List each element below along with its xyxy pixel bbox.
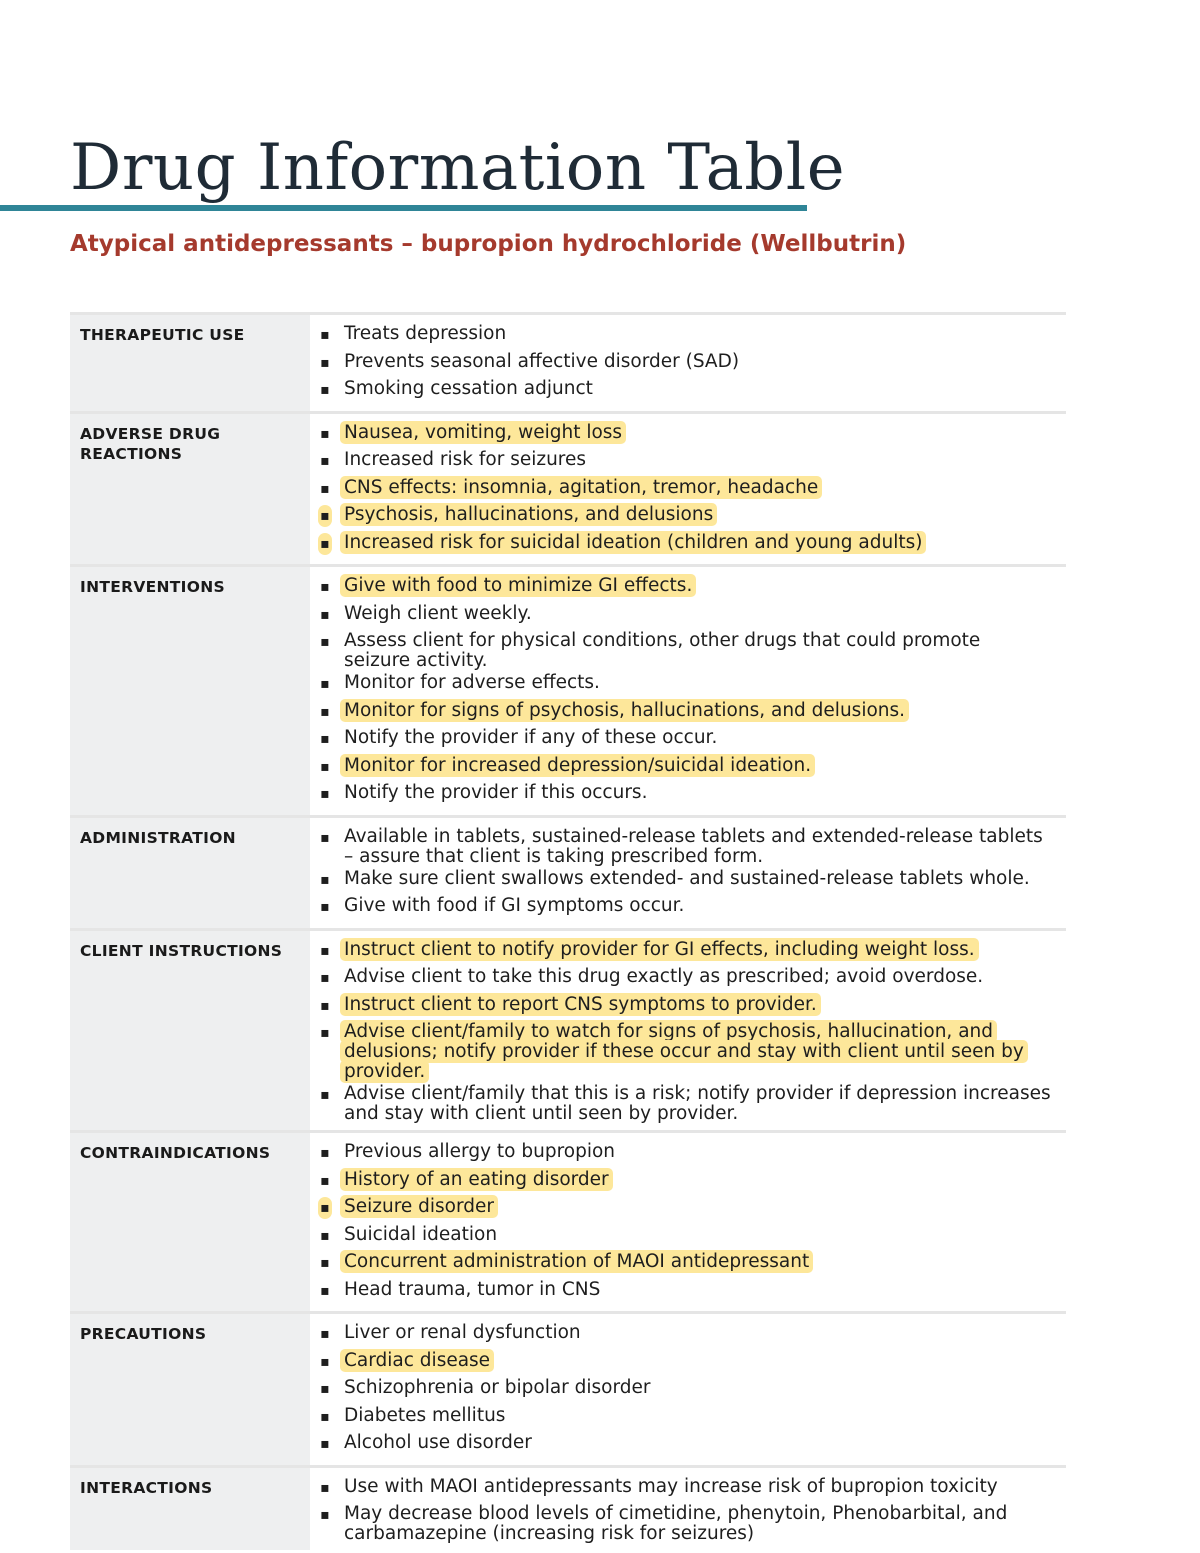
bullet-icon: ▪: [320, 899, 330, 915]
bullet-list: [310, 574, 1066, 809]
list-item: [310, 699, 1066, 727]
list-item: [310, 781, 1066, 809]
bullet-icon: ▪: [320, 1326, 330, 1342]
table-row: [70, 312, 1066, 411]
list-item-text: Instruct client to report CNS symptoms to provider.: [340, 993, 821, 1016]
list-item-text: Monitor for signs of psychosis, hallucinations, and delusions.: [340, 699, 909, 722]
list-item: [310, 1278, 1066, 1306]
list-item-text: Cardiac disease: [340, 1349, 494, 1372]
section-content: [310, 1133, 1066, 1311]
bullet-icon: ▪: [320, 1436, 330, 1452]
section-content: [310, 1468, 1066, 1551]
bullet-icon: ▪: [320, 579, 330, 595]
list-item: [310, 1140, 1066, 1168]
bullet-list: [310, 825, 1066, 922]
list-item-text: Increased risk for suicidal ideation (children and young adults): [340, 531, 926, 554]
bullet-list: [310, 421, 1066, 559]
bullet-list: [310, 938, 1066, 1125]
bullet-icon: ▪: [320, 382, 330, 398]
table-row: [70, 411, 1066, 565]
list-item-text: Prevents seasonal affective disorder (SAD): [344, 350, 740, 372]
list-item: [310, 1349, 1066, 1377]
bullet-icon: ▪: [320, 1381, 330, 1397]
list-item-text: Assess client for physical conditions, other drugs that could promote seizure activity.: [344, 630, 981, 671]
list-item-text: Diabetes mellitus: [344, 1404, 506, 1426]
section-content: [310, 315, 1066, 411]
list-item: [310, 1168, 1066, 1196]
bullet-list: [310, 1321, 1066, 1459]
list-item: [310, 867, 1066, 895]
list-item-text: Smoking cessation adjunct: [344, 378, 593, 399]
bullet-icon: ▪: [320, 786, 330, 802]
section-content: [310, 818, 1066, 928]
list-item-text: Liver or renal dysfunction: [344, 1322, 581, 1343]
list-item-text: Increased risk for seizures: [344, 449, 587, 470]
bullet-icon: ▪: [320, 703, 330, 720]
list-item-text: Head trauma, tumor in CNS: [344, 1278, 601, 1300]
bullet-icon: ▪: [320, 871, 330, 888]
table-row: [70, 564, 1066, 815]
section-label: CLIENT INSTRUCTIONS: [70, 931, 310, 1131]
list-item-text: Instruct client to notify provider for GI effects, including weight loss.: [340, 938, 979, 961]
list-item-text: Treats depression: [344, 323, 507, 344]
list-item-text: Available in tablets, sustained-release tablets and extended-release tablets – assure that client is taking prescribed form.: [344, 825, 1043, 867]
bullet-icon: ▪: [318, 533, 332, 555]
table-row: [70, 1311, 1066, 1465]
bullet-list: [310, 1140, 1066, 1305]
list-item: [310, 825, 1066, 867]
section-content: [310, 931, 1066, 1131]
list-item: [310, 1475, 1066, 1503]
list-item-text: Previous allergy to bupropion: [344, 1141, 616, 1162]
bullet-icon: ▪: [320, 1087, 330, 1103]
bullet-icon: ▪: [320, 634, 330, 650]
list-item-text: Concurrent administration of MAOI antidepressant: [340, 1250, 813, 1273]
section-content: [310, 1314, 1066, 1465]
list-item: [310, 602, 1066, 630]
table-row: [70, 1130, 1066, 1311]
bullet-icon: ▪: [320, 1025, 330, 1041]
bullet-icon: ▪: [320, 480, 330, 497]
list-item-text: History of an eating disorder: [340, 1168, 613, 1191]
list-item-text: Use with MAOI antidepressants may increase risk of bupropion toxicity: [344, 1475, 998, 1497]
section-content: [310, 567, 1066, 815]
list-item: [310, 1404, 1066, 1432]
bullet-icon: ▪: [320, 1227, 330, 1244]
bullet-icon: ▪: [320, 1172, 330, 1189]
list-item: [310, 726, 1066, 754]
list-item: [310, 377, 1066, 405]
section-label: ADMINISTRATION: [70, 818, 310, 928]
bullet-icon: ▪: [320, 1353, 330, 1370]
list-item: [310, 1082, 1066, 1124]
list-item-text: Suicidal ideation: [344, 1223, 498, 1245]
bullet-icon: ▪: [320, 1479, 330, 1496]
bullet-icon: ▪: [320, 829, 330, 846]
list-item-text: Give with food to minimize GI effects.: [340, 574, 696, 597]
list-item-text: Psychosis, hallucinations, and delusions: [340, 503, 717, 526]
list-item: [310, 1020, 1066, 1082]
list-item-text: Alcohol use disorder: [344, 1432, 532, 1453]
list-item-text: Notify the provider if this occurs.: [344, 782, 648, 803]
bullet-list: [310, 1475, 1066, 1545]
section-label: CONTRAINDICATIONS: [70, 1133, 310, 1311]
bullet-icon: ▪: [320, 731, 330, 747]
list-item: [310, 629, 1066, 671]
list-item: [310, 503, 1066, 531]
list-item: [310, 993, 1066, 1021]
list-item: [310, 322, 1066, 350]
list-item: [310, 671, 1066, 699]
bullet-icon: ▪: [320, 354, 330, 371]
list-item: [310, 965, 1066, 993]
list-item-text: Monitor for increased depression/suicidal ideation.: [340, 754, 815, 777]
table-row: [70, 1465, 1066, 1551]
drug-info-table: [70, 312, 1066, 1550]
table-row: [70, 928, 1066, 1131]
bullet-icon: ▪: [320, 453, 330, 469]
list-item-text: Advise client to take this drug exactly as prescribed; avoid overdose.: [344, 966, 984, 987]
list-item: [310, 1223, 1066, 1251]
list-item: [310, 350, 1066, 378]
list-item: [310, 1250, 1066, 1278]
list-item: [310, 531, 1066, 559]
section-content: [310, 414, 1066, 565]
bullet-icon: ▪: [320, 327, 330, 343]
list-item: [310, 1431, 1066, 1459]
section-label: INTERACTIONS: [70, 1468, 310, 1551]
list-item-text: Seizure disorder: [340, 1195, 498, 1218]
list-item: [310, 421, 1066, 449]
list-item-text: Make sure client swallows extended- and sustained-release tablets whole.: [344, 867, 1030, 889]
bullet-list: [310, 322, 1066, 405]
drug-subtitle: Atypical antidepressants – bupropion hydrochloride (Wellbutrin): [70, 231, 907, 257]
bullet-icon: ▪: [320, 942, 330, 959]
section-label: THERAPEUTIC USE: [70, 315, 310, 411]
list-item: [310, 894, 1066, 922]
bullet-icon: ▪: [320, 997, 330, 1014]
page-title: Drug Information Table: [70, 131, 846, 205]
bullet-icon: ▪: [320, 606, 330, 623]
list-item-text: Weigh client weekly.: [344, 602, 532, 624]
list-item: [310, 1376, 1066, 1404]
list-item: [310, 754, 1066, 782]
list-item: [310, 1195, 1066, 1223]
section-label: INTERVENTIONS: [70, 567, 310, 815]
bullet-icon: ▪: [320, 1507, 330, 1523]
list-item: [310, 1502, 1066, 1544]
bullet-icon: ▪: [320, 1145, 330, 1161]
list-item-text: Schizophrenia or bipolar disorder: [344, 1377, 651, 1398]
list-item-text: Notify the provider if any of these occur.: [344, 727, 718, 748]
list-item-text: Advise client/family that this is a risk; notify provider if depression increases and stay with client until seen by provider.: [344, 1083, 1051, 1124]
list-item: [310, 938, 1066, 966]
bullet-icon: ▪: [320, 425, 330, 442]
bullet-icon: ▪: [318, 505, 332, 527]
bullet-icon: ▪: [320, 758, 330, 775]
list-item: [310, 1321, 1066, 1349]
bullet-icon: ▪: [318, 1197, 332, 1219]
bullet-icon: ▪: [320, 970, 330, 986]
list-item-text: May decrease blood levels of cimetidine, phenytoin, Phenobarbital, and carbamazepine (increasing risk for seizures): [344, 1503, 1008, 1544]
list-item-text: CNS effects: insomnia, agitation, tremor, headache: [340, 476, 822, 499]
list-item: [310, 476, 1066, 504]
section-label: ADVERSE DRUG REACTIONS: [70, 414, 310, 565]
table-row: [70, 815, 1066, 928]
list-item-text: Monitor for adverse effects.: [344, 672, 600, 693]
bullet-icon: ▪: [320, 676, 330, 692]
bullet-icon: ▪: [320, 1255, 330, 1271]
bullet-icon: ▪: [320, 1408, 330, 1425]
list-item: [310, 448, 1066, 476]
list-item-text: Advise client/family to watch for signs of psychosis, hallucination, and delusions; notify provider if these occur and stay with client until seen by provider.: [340, 1020, 1028, 1083]
title-underline: [0, 205, 807, 211]
list-item-text: Give with food if GI symptoms occur.: [344, 895, 685, 916]
section-label: PRECAUTIONS: [70, 1314, 310, 1465]
bullet-icon: ▪: [320, 1282, 330, 1299]
list-item-text: Nausea, vomiting, weight loss: [340, 421, 626, 444]
list-item: [310, 574, 1066, 602]
